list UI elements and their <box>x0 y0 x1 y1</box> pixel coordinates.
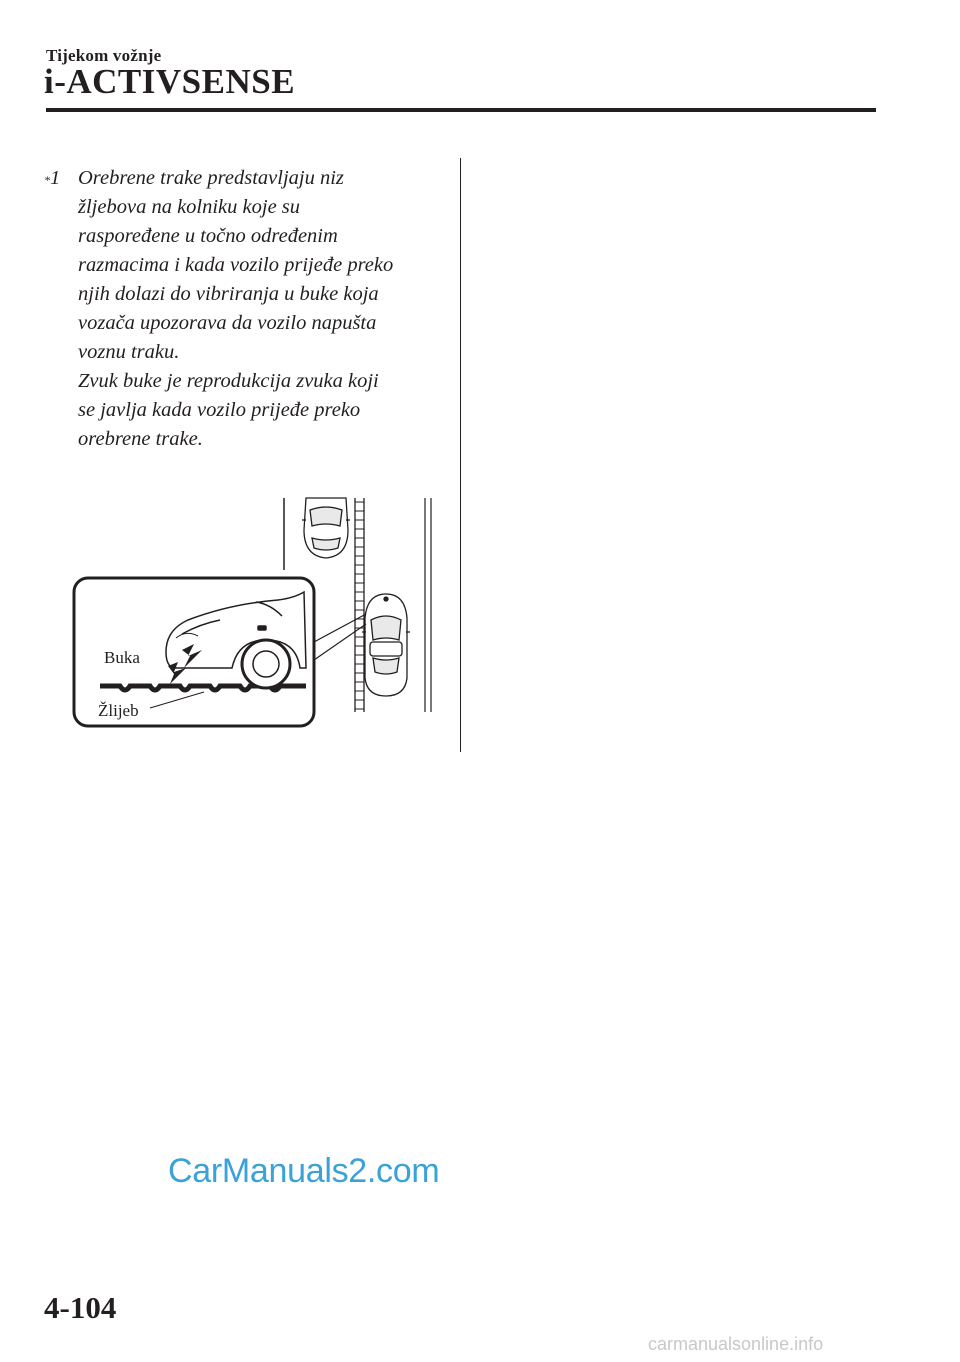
section-label: Tijekom vožnje <box>46 46 162 65</box>
site-watermark: carmanualsonline.info <box>648 1334 824 1354</box>
footnote-line: se javlja kada vozilo prijeđe preko <box>78 399 361 421</box>
groove-label: Žlijeb <box>98 701 139 720</box>
footnote-line: orebrene trake. <box>78 428 203 450</box>
footnote-asterisk: * <box>44 173 50 187</box>
footnote-marker <box>44 164 60 193</box>
footnote-line: žljebova na kolniku koje su <box>78 196 301 218</box>
footnote-line: voznu traku. <box>78 341 180 363</box>
footnote-line: Orebrene trake predstavljaju niz <box>78 167 344 189</box>
car-ahead-icon <box>302 498 350 558</box>
footnote-number: 1 <box>50 167 61 189</box>
rumble-strip-illustration <box>70 490 440 730</box>
page-number: 4-104 <box>44 1290 117 1325</box>
footnote-line: razmacima i kada vozilo prijeđe preko <box>78 254 394 276</box>
footnote-line: Zvuk buke je reprodukcija zvuka koji <box>78 370 379 392</box>
rumble-strip-svg <box>70 490 440 730</box>
rumble-strip-grooves <box>355 502 364 709</box>
watermark-text: CarManuals2.com <box>168 1152 440 1190</box>
noise-label: Buka <box>104 648 140 667</box>
column-divider <box>460 158 461 752</box>
header-rule <box>46 108 876 112</box>
footnote-text <box>78 164 458 454</box>
chapter-title: i-ACTIVSENSE <box>44 62 296 101</box>
footnote-line: raspoređene u točno određenim <box>78 225 338 247</box>
footnote-line: njih dolazi do vibriranja u buke koja <box>78 283 379 305</box>
own-car-icon <box>362 594 410 696</box>
footnote-line: vozača upozorava da vozilo napušta <box>78 312 377 334</box>
